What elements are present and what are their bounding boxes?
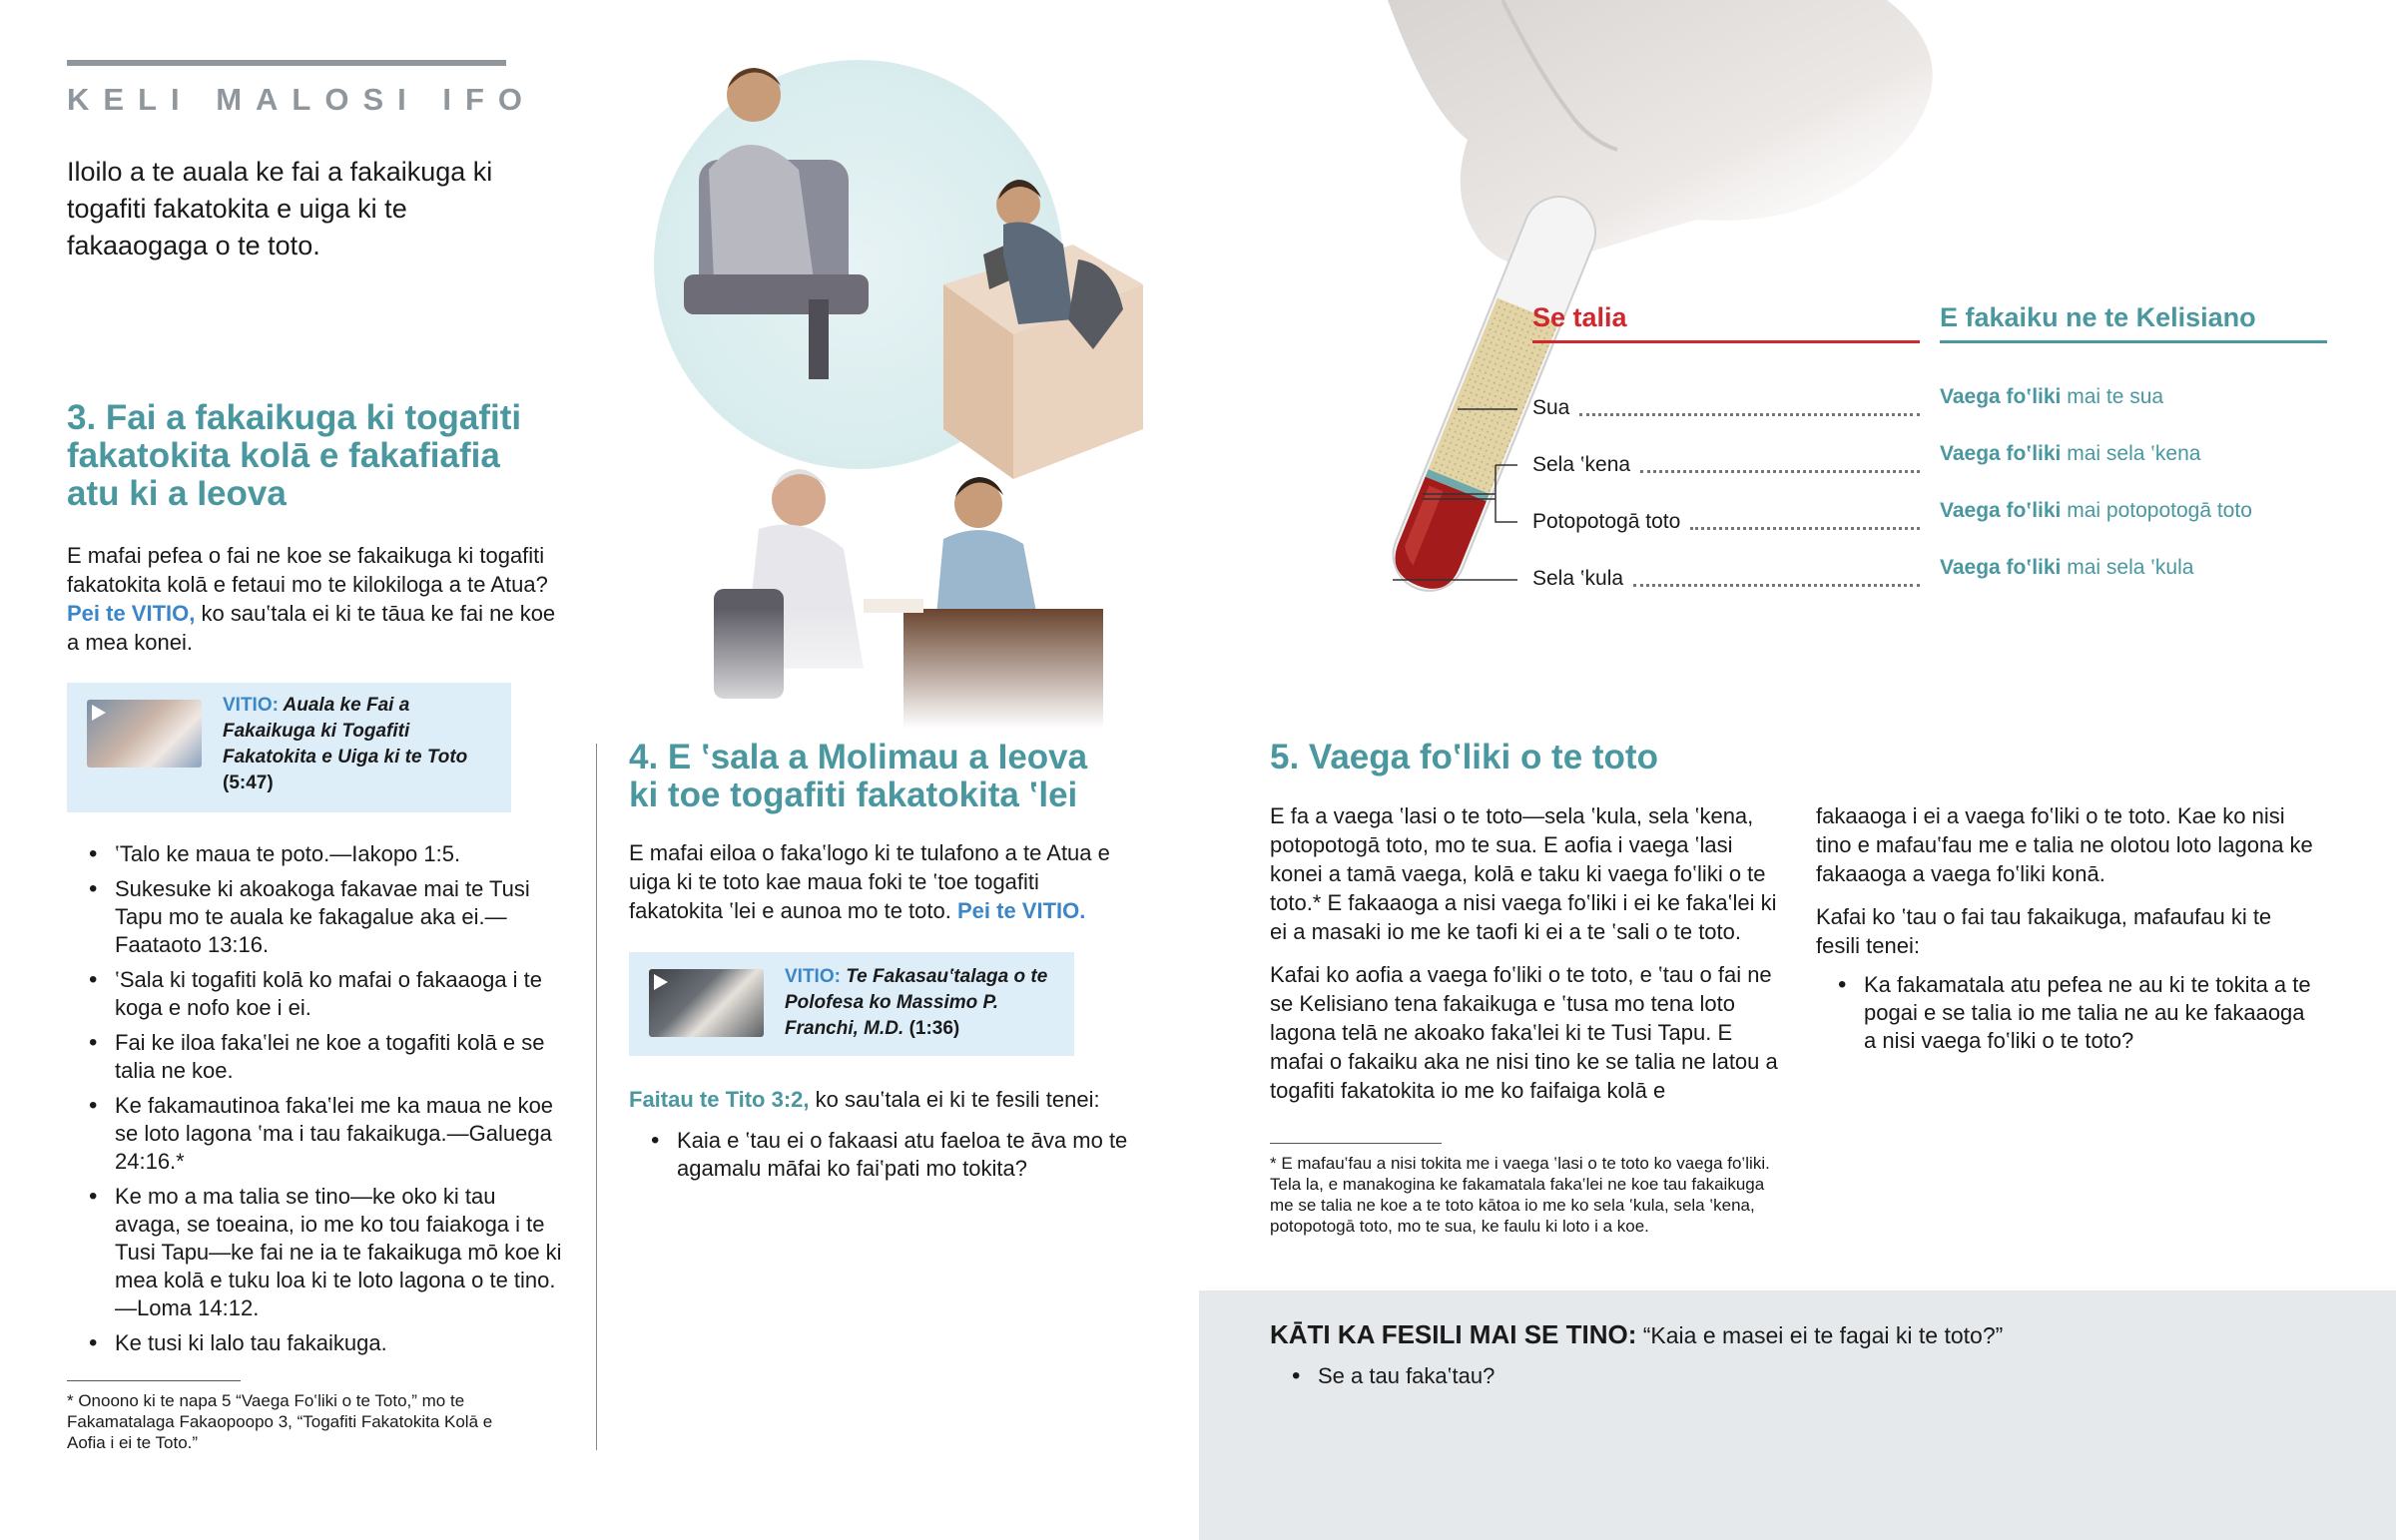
bullet-item: • Fai ke iloa faka‛lei ne koe a togafiti kolā e se talia ne koe. (67, 1029, 566, 1085)
bullet-item: • ‛Talo ke maua te poto.—Iakopo 1:5. (67, 840, 566, 868)
test-tube-illustration (1268, 0, 2027, 649)
section-5-para-2: Kafai ko aofia a vaega fo‛liki o te toto, e ‛tau o fai ne se Kelisiano tena fakaikuga e ‛tusa mo tena loto lagona telā ne akoako faka‛lei ki te Tusi Tapu. E mafai o fakaiku aka ne nisi tino ke se talia ne latou a togafiti fakatokita io me ko faifaiga kolā e (1270, 962, 1778, 1103)
fraction-bold: Vaega fo‛liki (1940, 442, 2062, 465)
ask-line (1270, 1319, 2368, 1350)
intro-text: Iloilo a te auala ke fai a fakaikuga ki togafiti fakatokita e uiga ki te fakaaogaga o te toto. (67, 157, 493, 260)
bullet-item: • Sukesuke ki akoakoga fakavae mai te Tusi Tapu mo te auala ke fakagalue aka ei.—Faataoto 13:16. (67, 875, 566, 959)
play-icon (92, 705, 106, 721)
bullet-item: • ‛Sala ki togafiti kolā ko mafai o fakaaoga i te koga e nofo koe i ei. (67, 966, 566, 1022)
ask-label: KĀTI KA FESILI MAI SE TINO: (1270, 1319, 1637, 1349)
fraction-label (1940, 442, 2200, 466)
fraction-rest: mai te sua (2067, 385, 2164, 408)
section-3 (67, 399, 556, 513)
bullet-item: • Ke mo a ma talia se tino—ke oko ki tau avaga, se toeaina, io me ko tou faiakoga i te Tusi Tapu—ke fai ne ia te fakaikuga mō koe ki mea kolā e tuku loa ki te loto lagona o te tino.—Loma 14:12. (67, 1183, 566, 1322)
play-icon (654, 974, 668, 990)
video-link-2[interactable]: Pei te VITIO. (957, 898, 1086, 923)
video-link[interactable]: Pei te VITIO, (67, 601, 196, 626)
section-4-body (629, 838, 1118, 925)
video-card-2[interactable] (629, 952, 1074, 1056)
video-duration-2: (1:36) (908, 1018, 960, 1039)
fraction-rest: mai sela ‛kula (2067, 556, 2194, 579)
fraction-rest: mai potopotogā toto (2067, 499, 2252, 522)
component-label: Sela ‛kena (1532, 453, 1631, 476)
leader-dots (1640, 470, 1920, 473)
fraction-label (1940, 385, 2163, 409)
section-3-bullets (67, 840, 566, 1364)
column-divider (596, 744, 597, 1450)
scripture-ref[interactable]: Faitau te Tito 3:2, (629, 1087, 810, 1112)
video-text (223, 693, 492, 796)
footnote: * Onoono ki te napa 5 “Vaega Fo‛liki o te Toto,” mo te Fakamatalaga Fakaopoopo 3, “Togafiti Fakatokita Kolā e Aofia i ei te Toto.” (67, 1391, 493, 1452)
section-5 (1270, 739, 1829, 776)
fraction-label (1940, 556, 2193, 580)
video-thumbnail[interactable] (87, 700, 202, 768)
footnote-rule-2 (1270, 1143, 1442, 1144)
fraction-rest: mai sela ‛kena (2067, 442, 2201, 465)
leader-dots (1690, 527, 1920, 530)
bullet-item: • Se a tau faka‛tau? (1270, 1362, 2069, 1390)
video-duration: (5:47) (223, 772, 274, 793)
chart-header-left: Se talia (1532, 302, 1627, 332)
section-kicker: KELI MALOSI IFO (67, 82, 537, 117)
fraction-bold: Vaega fo‛liki (1940, 499, 2062, 522)
video-thumbnail-2[interactable] (649, 969, 764, 1037)
bullet-item: • Kaia e ‛tau ei o fakaasi atu faeloa te āva mo te agamalu māfai ko fai‛pati mo tokita? (629, 1127, 1128, 1183)
video-label: VITIO: (223, 695, 279, 716)
section-5-para-3: fakaaoga i ei a vaega fo‛liki o te toto. Kae ko nisi tino e mafau‛fau me e talia ne olotou loto lagona ke fakaaoga a vaega fo‛liki konā. (1816, 803, 2313, 886)
section-4-heading: 4. E ‛sala a Molimau a Ieova ki toe togafiti fakatokita ‛lei (629, 738, 1088, 814)
read-text: ko sau‛tala ei ki te fesili tenei: (815, 1087, 1100, 1112)
section-4-bullets (629, 1127, 1128, 1190)
fraction-bold: Vaega fo‛liki (1940, 556, 2062, 579)
section-4-read (629, 1085, 1118, 1114)
section-5-col-b (1816, 801, 2320, 960)
header-rule-teal (1940, 340, 2327, 343)
section-3-heading: 3. Fai a fakaikuga ki togafiti fakatokita kolā e fakafiafia atu ki a Ieova (67, 398, 522, 513)
section-5-para-4: Kafai ko ‛tau o fai tau fakaikuga, mafaufau ki te fesili tenei: (1816, 904, 2272, 958)
section-5-heading: 5. Vaega fo‛liki o te toto (1270, 738, 1658, 776)
video-label-2: VITIO: (785, 966, 841, 987)
component-label: Potopotogā toto (1532, 510, 1681, 533)
section-4 (629, 739, 1108, 814)
bullet-item: • Ke tusi ki lalo tau fakaikuga. (67, 1329, 566, 1357)
section-5-col-a (1270, 801, 1789, 1105)
component-label: Sela ‛kula (1532, 567, 1624, 590)
ask-quote: “Kaia e masei ei te fagai ki te toto?” (1642, 1322, 2004, 1348)
bullet-item: • Ka fakamatala atu pefea ne au ki te tokita a te pogai e se talia io me talia ne au ke fakaaoga a nisi vaega fo‛liki o te toto? (1816, 971, 2320, 1055)
video-title: Auala ke Fai a Fakaikuga ki Togafiti Fakatokita e Uiga ki te Toto (223, 695, 468, 768)
ask-bullets (1270, 1362, 2069, 1397)
section-4-text: E mafai eiloa o faka‛logo ki te tulafono a te Atua e uiga ki te toto kae maua foki te ‛toe togafiti fakatokita ‛lei e aunoa mo te toto. (629, 840, 1110, 923)
bullet-item: • Ke fakamautinoa faka‛lei me ka maua ne koe se loto lagona ‛ma i tau fakaikuga.—Galuega 24:16.* (67, 1092, 566, 1176)
chart-header-right: E fakaiku ne te Kelisiano (1940, 302, 2256, 332)
component-label: Sua (1532, 396, 1570, 419)
section-5-bullets (1816, 971, 2320, 1062)
section-3-text: E mafai pefea o fai ne koe se fakaikuga ki togafiti fakatokita kolā e fetaui mo te kilokiloga a te Atua? (67, 543, 548, 597)
fraction-label (1940, 499, 2252, 523)
header-rule-red (1532, 340, 1920, 343)
leader-dots (1579, 413, 1920, 416)
leader-dots (1633, 584, 1920, 587)
footnote-2: * E mafau‛fau a nisi tokita me i vaega ‛lasi o te toto ko vaega fo‛liki. Tela la, e manakogina ke fakamatala faka‛lei ne koe tau fakaikuga me se talia ne koe a te toto kātoa io me ko sela ‛kula, sela ‛kena, potopotogā toto, mo te sua, ke faulu ki loto i a koe. (1270, 1154, 1770, 1236)
top-rule (67, 60, 506, 66)
section-3-text-end: ko sau‛tala ei ki te tāua ke fai ne koe a mea konei. (67, 601, 556, 655)
video-text-2 (785, 964, 1054, 1042)
consultation-illustration (624, 50, 1183, 729)
fraction-bold: Vaega fo‛liki (1940, 385, 2062, 408)
section-3-body (67, 541, 566, 657)
footnote-rule (67, 1380, 241, 1381)
section-5-para-1: E fa a vaega ‛lasi o te toto—sela ‛kula, sela ‛kena, potopotogā toto, mo te sua. E aofia i vaega ‛lasi konei a tamā vaega, kolā e taku ki vaega fo‛liki o te toto.* E fakaaoga a nisi vaega fo‛liki i ei ke faka‛lei ki ei a masaki io me ke taofi ki ei a te ‛sali o te toto. (1270, 803, 1777, 944)
video-card[interactable] (67, 683, 511, 812)
video-title-2: Te Fakasau‛talaga o te Polofesa ko Massimo P. Franchi, M.D. (785, 966, 1048, 1039)
